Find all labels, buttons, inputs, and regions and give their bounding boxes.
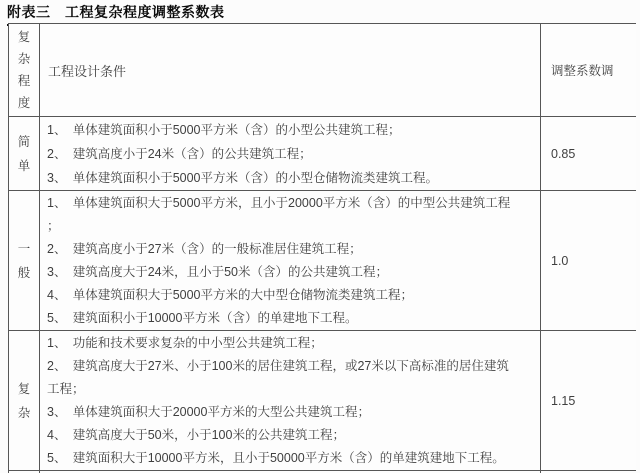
vchar: 复 [17, 30, 31, 44]
conditions-cell-complex [40, 331, 541, 471]
level-label-simple [9, 130, 39, 178]
vchar: 杂 [17, 52, 31, 66]
coefficient-cell-general [541, 191, 637, 331]
condition-line: 4、 单体建筑面积大于5000平方米的大中型仓储物流类建筑工程； [47, 288, 414, 302]
condition-line: 1、 单体建筑面积小于5000平方米（含）的小型公共建筑工程； [47, 123, 401, 137]
table-grid [8, 23, 636, 473]
condition-line: 3、 建筑高度大于24米，且小于50米（含）的公共建筑工程； [47, 265, 389, 279]
coefficient-value: 1.15 [551, 393, 576, 408]
level-cell-simple [9, 117, 40, 191]
vchar: 度 [17, 96, 31, 110]
table-row-complex [9, 331, 637, 471]
condition-line: 1、 功能和技术要求复杂的中小型公共建筑工程； [47, 336, 323, 350]
level-cell-general [9, 191, 40, 331]
header-conditions-cell: 工程设计条件 [40, 24, 541, 117]
table-row-general [9, 191, 637, 331]
level-label-complex [9, 377, 39, 425]
coefficient-cell-complex [541, 331, 637, 471]
condition-line: ； [47, 219, 60, 233]
condition-line: 3、 单体建筑面积小于5000平方米（含）的小型仓储物流类建筑工程。 [47, 171, 439, 185]
condition-line: 3、 单体建筑面积大于20000平方米的大型公共建筑工程； [47, 405, 370, 419]
complexity-header-vertical-label [9, 26, 39, 114]
page-title: 附表三 工程复杂程度调整系数表 [7, 2, 225, 26]
complexity-coefficient-table [8, 23, 636, 473]
condition-line: 4、 建筑高度大于50米，小于100米的公共建筑工程； [47, 428, 345, 442]
level-cell-complex [9, 331, 40, 471]
coefficient-value: 0.85 [551, 146, 576, 161]
condition-line: 2、 建筑高度小于27米（含）的一般标准居住建筑工程； [47, 242, 362, 256]
condition-line: 5、 建筑面积小于10000平方米（含）的单建地下工程。 [47, 311, 358, 325]
vchar: 复 [17, 381, 31, 396]
condition-line: 5、 建筑面积大于10000平方米，且小于50000平方米（含）的单建筑建地下工程。 [47, 451, 505, 465]
header-complexity-cell [9, 24, 40, 117]
vchar: 单 [17, 158, 31, 173]
table-header-row [9, 24, 637, 117]
table-row-simple [9, 117, 637, 191]
condition-line: 工程； [47, 382, 85, 396]
coefficient-cell-simple [541, 117, 637, 191]
vchar: 程 [17, 74, 31, 88]
vchar: 简 [17, 134, 31, 149]
vchar: 一 [17, 241, 31, 256]
level-label-general [9, 237, 39, 285]
condition-line: 1、 单体建筑面积大于5000平方米，且小于20000平方米（含）的中型公共建筑工程 [47, 196, 511, 210]
header-coefficient-cell: 调整系数调 [541, 24, 637, 117]
condition-line: 2、 建筑高度小于24米（含）的公共建筑工程； [47, 147, 312, 161]
vchar: 般 [17, 265, 31, 280]
vchar: 杂 [17, 405, 31, 420]
coefficient-value: 1.0 [551, 253, 569, 268]
condition-line: 2、 建筑高度大于27米、小于100米的居住建筑工程，或27米以下高标准的居住建筑 [47, 359, 509, 373]
conditions-cell-simple [40, 117, 541, 191]
conditions-cell-general [40, 191, 541, 331]
